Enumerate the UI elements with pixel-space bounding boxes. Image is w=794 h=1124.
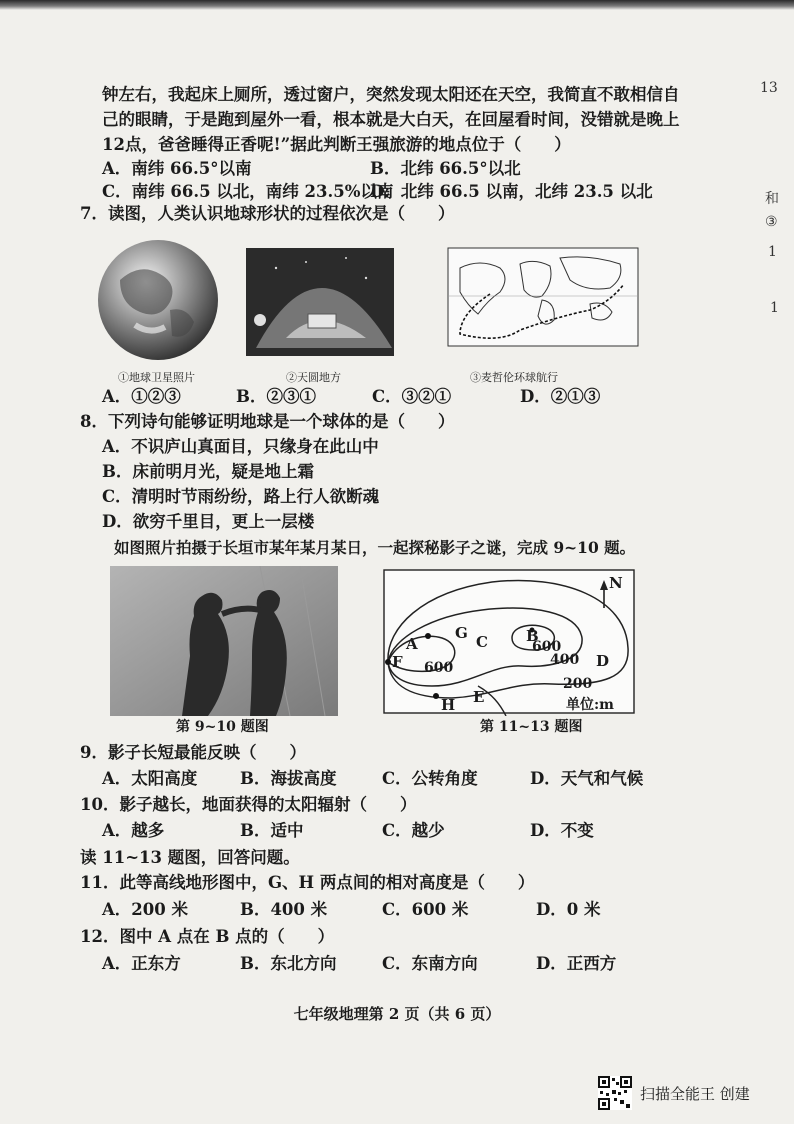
q12-stem: 12．图中 A 点在 B 点的（ ）: [80, 927, 335, 946]
q7-option-d[interactable]: D．②①③: [520, 387, 601, 406]
point-g-label: G: [455, 624, 468, 642]
q11-option-b[interactable]: B．400 米: [240, 900, 328, 919]
q11-13-intro: 读 11~13 题图，回答问题。: [80, 848, 300, 867]
q9-option-a[interactable]: A．太阳高度: [102, 769, 198, 788]
figure-caption-1: ①地球卫星照片: [118, 371, 195, 384]
point-h-label: H: [441, 696, 456, 714]
figure-caption-3: ③麦哲伦环球航行: [470, 371, 558, 384]
q6-line-1: 钟左右，我起床上厕所，透过窗户，突然发现太阳还在天空，我简直不敢相信自: [102, 85, 680, 104]
contour-600-left-label: 600: [424, 660, 454, 676]
point-c-label: C: [476, 633, 488, 651]
q8-option-d[interactable]: D．欲穷千里目，更上一层楼: [102, 512, 315, 531]
q7-option-c[interactable]: C．③②①: [372, 387, 452, 406]
margin-char: 和: [765, 191, 779, 207]
q8-option-c[interactable]: C．清明时节雨纷纷，路上行人欲断魂: [102, 487, 380, 506]
q8-stem: 8．下列诗句能够证明地球是一个球体的是（ ）: [80, 412, 455, 431]
q9-option-c[interactable]: C．公转角度: [382, 769, 478, 788]
q8-option-a[interactable]: A．不识庐山真面目，只缘身在此山中: [102, 437, 379, 456]
q10-option-b[interactable]: B．适中: [240, 821, 304, 840]
scanner-watermark: 扫描全能王 创建: [640, 1085, 750, 1103]
q11-option-c[interactable]: C．600 米: [382, 900, 469, 919]
q6-option-a[interactable]: A．南纬 66.5°以南: [102, 159, 252, 178]
q10-option-d[interactable]: D．不变: [530, 821, 594, 840]
point-f-label: F: [392, 653, 403, 671]
contour-200-label: 200: [563, 676, 593, 692]
q12-option-a[interactable]: A．正东方: [102, 954, 181, 973]
north-label: N: [609, 574, 623, 592]
q7-option-a[interactable]: A．①②③: [102, 387, 181, 406]
q7-option-b[interactable]: B．②③①: [236, 387, 316, 406]
q10-option-a[interactable]: A．越多: [102, 821, 165, 840]
q12-option-b[interactable]: B．东北方向: [240, 954, 337, 973]
contour-400-label: 400: [550, 652, 580, 668]
margin-page-number: 13: [760, 80, 778, 96]
q11-option-a[interactable]: A．200 米: [102, 900, 188, 919]
map-caption: 第 11~13 题图: [480, 719, 583, 735]
q6-line-2: 己的眼睛，于是跑到屋外一看，根本就是大白天，在回屋看时间，没错就是晚上: [102, 110, 680, 129]
q10-option-c[interactable]: C．越少: [382, 821, 445, 840]
q6-option-d[interactable]: D．北纬 66.5 以南，北纬 23.5 以北: [370, 182, 653, 201]
figure-caption-2: ②天圆地方: [286, 371, 341, 384]
q6-line-3: 12点，爸爸睡得正香呢!”据此判断王强旅游的地点位于（ ）: [102, 135, 571, 154]
q9-option-d[interactable]: D．天气和气候: [530, 769, 644, 788]
margin-char: ③: [765, 214, 778, 230]
margin-char: 1: [770, 300, 779, 316]
q9-option-b[interactable]: B．海拔高度: [240, 769, 337, 788]
page-footer: 七年级地理第 2 页（共 6 页）: [293, 1005, 501, 1023]
point-a-label: A: [406, 635, 418, 653]
q12-option-c[interactable]: C．东南方向: [382, 954, 478, 973]
q10-stem: 10．影子越长，地面获得的太阳辐射（ ）: [80, 795, 417, 814]
q6-option-c[interactable]: C．南纬 66.5 以北，南纬 23.5%以南: [102, 182, 394, 201]
q11-stem: 11．此等高线地形图中，G、H 两点间的相对高度是（ ）: [80, 873, 535, 892]
point-e-label: E: [473, 688, 485, 706]
magellan-route-map: [430, 238, 646, 356]
scan-top-edge: [0, 0, 794, 10]
q12-option-d[interactable]: D．正西方: [536, 954, 617, 973]
qr-code-icon: [598, 1076, 632, 1110]
margin-char: 1: [768, 244, 777, 260]
shadow-photo: [110, 566, 338, 716]
contour-600-b-label: 600: [532, 639, 562, 655]
q9-stem: 9．影子长短最能反映（ ）: [80, 743, 306, 762]
point-d-label: D: [596, 652, 610, 670]
q6-option-b[interactable]: B．北纬 66.5°以北: [370, 159, 521, 178]
point-b-label: B: [526, 627, 539, 645]
q9-10-intro: 如图照片拍摄于长垣市某年某月某日，一起探秘影子之谜，完成 9~10 题。: [114, 538, 636, 557]
q11-option-d[interactable]: D．0 米: [536, 900, 601, 919]
photo-caption: 第 9~10 题图: [176, 719, 269, 735]
unit-label: 单位:m: [566, 697, 614, 713]
earth-satellite-photo: [90, 240, 230, 368]
q8-option-b[interactable]: B．床前明月光，疑是地上霜: [102, 462, 314, 481]
q7-stem: 7．读图，人类认识地球形状的过程依次是（ ）: [80, 204, 455, 223]
round-sky-square-earth-illustration: [246, 248, 394, 356]
